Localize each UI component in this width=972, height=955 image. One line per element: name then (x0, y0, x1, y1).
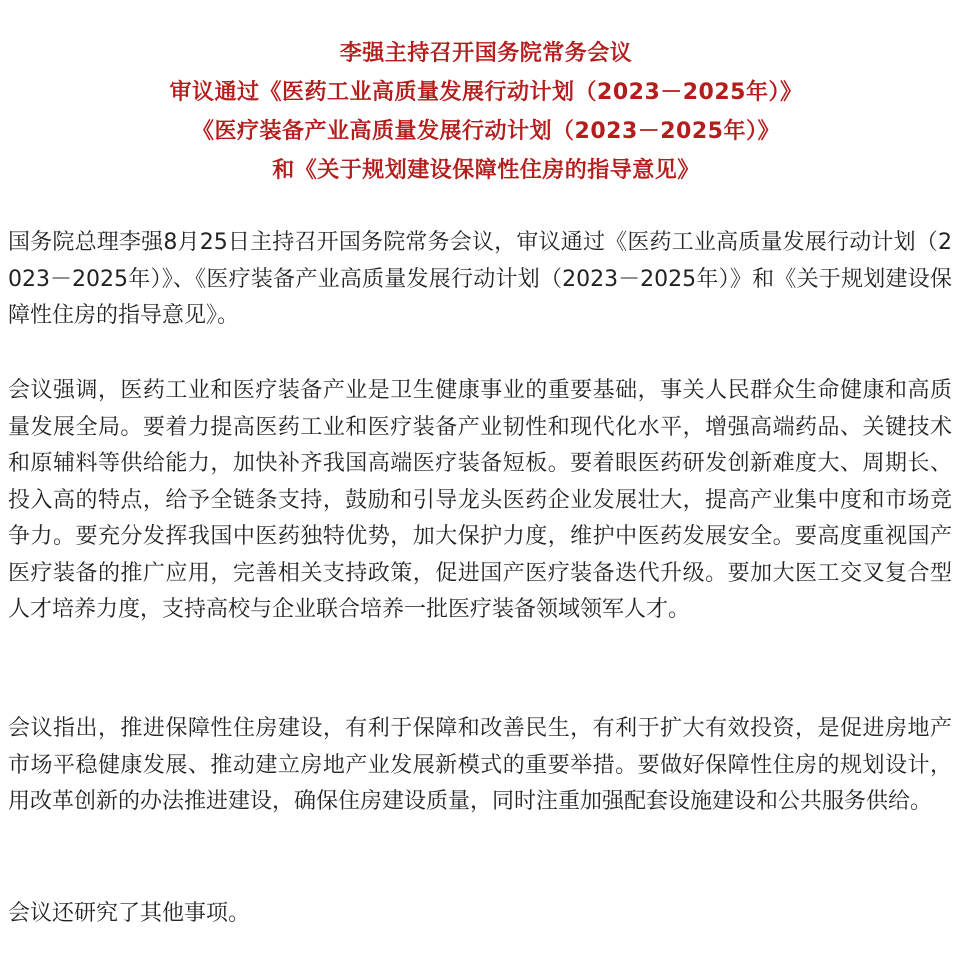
article-headline (0, 34, 972, 190)
paragraph-other-matters: 会议还研究了其他事项。 (8, 901, 251, 926)
headline-line-1: 李强主持召开国务院常务会议 (339, 41, 633, 66)
headline-line-4: 和《关于规划建设保障性住房的指导意见》 (272, 158, 700, 183)
paragraph-meeting-summary: 国务院总理李强8月25日主持召开国务院常务会议，审议通过《医药工业高质量发展行动计划（2023－2025年）》、《医疗装备产业高质量发展行动计划（2023－2025年）》和《关于规划建设保障性住房的指导意见》。 (8, 230, 952, 328)
paragraph-affordable-housing: 会议指出，推进保障性住房建设，有利于保障和改善民生，有利于扩大有效投资，是促进房地产市场平稳健康发展、推动建立房地产业发展新模式的重要举措。要做好保障性住房的规划设计，用改革创新的办法推进建设，确保住房建设质量，同时注重加强配套设施建设和公共服务供给。 (8, 716, 952, 814)
paragraph-medical-industry: 会议强调，医药工业和医疗装备产业是卫生健康事业的重要基础，事关人民群众生命健康和高质量发展全局。要着力提高医药工业和医疗装备产业韧性和现代化水平，增强高端药品、关键技术和原辅料等供给能力，加快补齐我国高端医疗装备短板。要着眼医药研发创新难度大、周期长、投入高的特点，给予全链条支持，鼓励和引导龙头医药企业发展壮大，提高产业集中度和市场竞争力。要充分发挥我国中医药独特优势，加大保护力度，维护中医药发展安全。要高度重视国产医疗装备的推广应用，完善相关支持政策，促进国产医疗装备迭代升级。要加大医工交叉复合型人才培养力度，支持高校与企业联合培养一批医疗装备领域领军人才。 (8, 378, 952, 622)
headline-line-3: 《医疗装备产业高质量发展行动计划（2023－2025年）》 (192, 119, 780, 144)
headline-line-2: 审议通过《医药工业高质量发展行动计划（2023－2025年）》 (169, 80, 803, 105)
